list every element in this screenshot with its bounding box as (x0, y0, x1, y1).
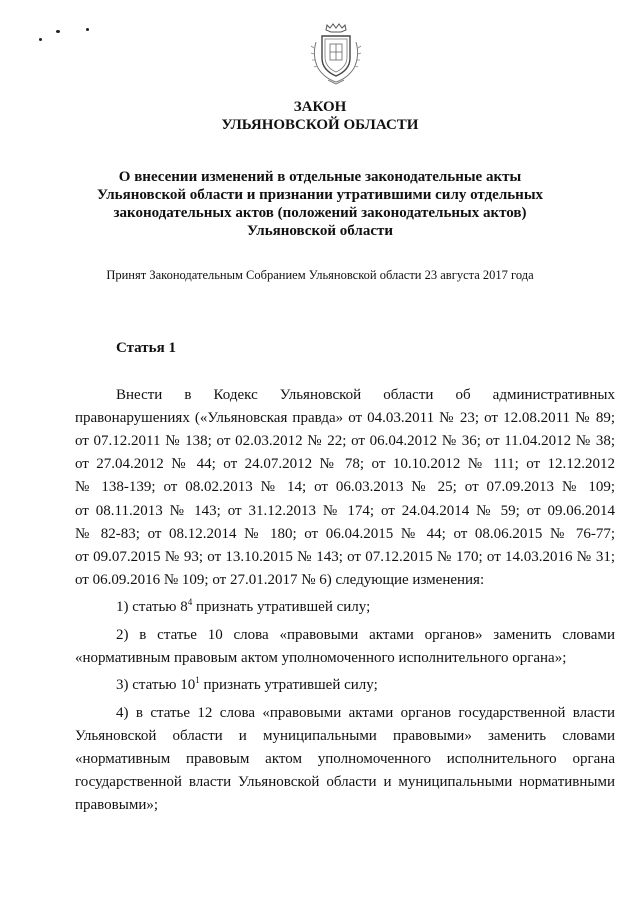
law-title-line: законодательных актов (положений законодательных актов) (113, 205, 527, 221)
coat-of-arms-emblem (308, 22, 364, 86)
item-4-line: Ульяновской области и муниципальными правовыми» заменить словами (75, 728, 615, 744)
body-line: от 07.12.2011 № 138; от 02.03.2012 № 22; от 06.04.2012 № 36; от 11.04.2012 № 38; (75, 433, 615, 449)
item-4-line: правовыми»; (75, 797, 159, 813)
item-1-superscript: 4 (187, 597, 193, 607)
law-title-line: Ульяновской области и признании утратившими силу отдельных (96, 187, 544, 203)
body-line: Внести в Кодекс Ульяновской области об административных (116, 387, 615, 403)
law-title-line: О внесении изменений в отдельные законодательные акты (118, 169, 522, 185)
item-1 (116, 598, 615, 616)
item-4-line: государственной власти Ульяновской области и муниципальными нормативными (75, 774, 615, 790)
body-line: правонарушениях («Ульяновская правда» от 04.03.2011 № 23; от 12.08.2011 № 89; (75, 410, 615, 426)
law-title-line: Ульяновской области (246, 223, 394, 239)
region-heading: УЛЬЯНОВСКОЙ ОБЛАСТИ (221, 117, 419, 133)
item-4-line: 4) в статье 12 слова «правовыми актами органов государственной власти (116, 705, 615, 721)
law-heading: ЗАКОН (293, 99, 347, 115)
law-title (0, 168, 640, 240)
item-4-line: «нормативным правовым актом уполномоченного исполнительного органа (75, 751, 615, 767)
item-3-superscript: 1 (195, 675, 200, 685)
item-3-text: 3) статью 10 (116, 677, 196, 693)
body-line: № 82-83; от 08.12.2014 № 180; от 06.04.2015 № 44; от 08.06.2015 № 76-77; (75, 526, 615, 542)
body-line: от 08.11.2013 № 143; от 31.12.2013 № 174; от 24.04.2014 № 59; от 09.06.2014 (75, 503, 615, 519)
body-line: № 138-139; от 08.02.2013 № 14; от 06.03.2013 № 25; от 07.09.2013 № 109; (75, 479, 615, 495)
body-line: от 27.04.2012 № 44; от 24.07.2012 № 78; от 10.10.2012 № 111; от 12.12.2012 (75, 456, 615, 472)
item-3-rest: признать утратившей силу; (199, 677, 378, 693)
item-1-text: 1) статью 8 (116, 599, 188, 615)
adoption-note: Принят Законодательным Собранием Ульяновской области 23 августа 2017 года (106, 268, 534, 282)
item-2-line: «нормативным правовым актом уполномоченного исполнительного органа»; (75, 650, 567, 666)
article-heading: Статья 1 (116, 340, 176, 356)
item-3 (116, 676, 615, 694)
item-2-line: 2) в статье 10 слова «правовыми актами органов» заменить словами (116, 627, 615, 643)
body-line: от 06.09.2016 № 109; от 27.01.2017 № 6) следующие изменения: (75, 572, 485, 588)
item-1-rest: признать утратившей силу; (192, 599, 371, 615)
body-line: от 09.07.2015 № 93; от 13.10.2015 № 143; от 07.12.2015 № 170; от 14.03.2016 № 31; (75, 549, 615, 565)
